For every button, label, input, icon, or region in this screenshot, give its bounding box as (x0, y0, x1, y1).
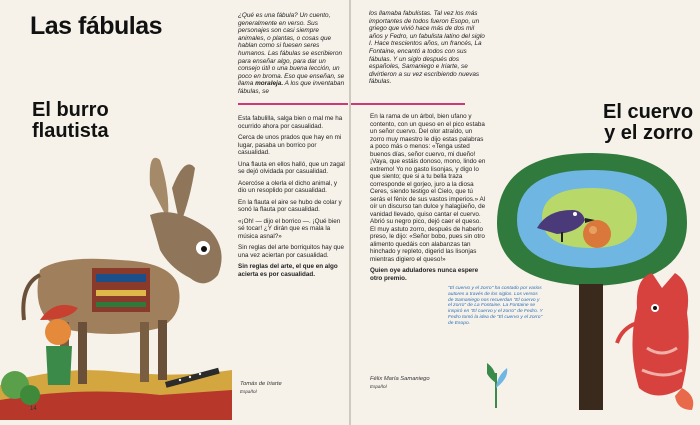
right-page (351, 0, 700, 425)
poem-stanza: Una flauta en ellos halló, que un zagal se dejó olvidada por casualidad. (238, 160, 345, 175)
intro-continuation: los llamaba fabulistas. Tal vez los más importantes de todos fueron Esopo, un griego que vivió hace más de dos mil años y Fedro, un fabulista latino del siglo I. Hace trescientos años, un francés, La Fontaine, encantó a todos con sus fábulas. Y un siglo después dos españoles, Samaniego e Iriarte, se divirtieron a su vez escribiendo nuevas fábulas. (369, 10, 485, 86)
author-country: Español (240, 389, 257, 394)
divider-rule (351, 103, 465, 105)
story-title-line: El cuervo (603, 101, 694, 123)
page-title: Las fábulas (30, 12, 163, 40)
story-title-cuervo (603, 102, 693, 144)
poem-moral: Sin reglas del arte, el que en algo acierta es por casualidad. (238, 263, 338, 278)
page-number: 14 (30, 406, 37, 412)
author-name: Tomás de Iriarte (240, 381, 282, 387)
author-name: Félix María Samaniego (370, 376, 430, 382)
divider-rule (238, 103, 348, 105)
story-title-line: flautista (32, 120, 109, 142)
poem-stanza: En la flauta el aire se hubo de colar y sonó la flauta por casualidad. (238, 198, 342, 213)
author-samaniego (370, 376, 430, 389)
poem-stanza: Acercóse a olerla el dicho animal, y dio un resoplido por casualidad. (238, 179, 338, 194)
donkey-illustration (0, 150, 232, 420)
intro-text (238, 12, 346, 96)
poem-stanza: Sin reglas del arte borriquitos hay que una vez aciertan por casualidad. (238, 244, 345, 259)
story-title-line: y el zorro (604, 122, 694, 144)
poem-stanza: Cerca de unos prados que hay en mi lugar, pasaba un borrico por casualidad. (238, 134, 342, 156)
crow-fox-illustration (487, 148, 700, 418)
fable-history-note: "El cuervo y el zorro" ha contado por varios autores a través de los siglos. Los versos de Samaniego nos recuerdan "El cuervo y el zorro" de La Fontaine. La Fontaine se inspiró en "El cuervo y el zorro" de Fedro. Y Fedro tomó la idea de "El cuervo y el zorro" de Esopo. (448, 286, 543, 326)
poem-stanza: «¡Oh! — dijo el borrico —. ¡Qué bien sé tocar! ¿Y dirán que es mala la música asnal?» (238, 217, 341, 240)
intro-paragraph: ¿Qué es una fábula? Un cuento, generalmente en verso. Sus personajes son casi siempre animales, o plantas, o cosas que hablan como si fuesen seres humanos. Las fábulas se escribieron para enseñar algo, para dar un consejo útil o una buena lección, un poco en broma. Eso que enseñan, se llama (238, 12, 345, 88)
poem-moral: Quien oye aduladores nunca espere otro premio. (370, 267, 479, 282)
intro-bold-word: moraleja. (255, 80, 284, 88)
poem-stanza: Esta fabulilla, salga bien o mal me ha ocurrido ahora por casualidad. (238, 115, 343, 130)
poem-burro (238, 115, 346, 282)
author-iriarte (240, 381, 282, 394)
author-country: Español (370, 384, 387, 389)
left-page (0, 0, 349, 425)
poem-cuervo (370, 113, 488, 286)
intro-tail: A los que inventaban fábulas, se (238, 80, 345, 95)
story-title-line: El burro (32, 99, 109, 121)
story-title-burro (32, 100, 109, 142)
poem-stanza: En la rama de un árbol, bien ufano y contento, con un queso en el pico estaba un señor cuervo. Del olor atraído, un zorro muy maestro le dijo estas palabras a poco más o menos: «Tenga usted buenos días, señor cuervo, mi dueño! ¡Vaya, que estáis donoso, mono, lindo en extremo! Yo no gasto lisonjas, y digo lo que siento; que si a tu bella traza corresponde el gorjeo, juro a la diosa Ceres, siendo testigo el Cielo, que tú serás el fénix de sus vastos imperios.» Al oír un discurso tan dulce y halagüeño, de vanidad llevado, quiso cantar el cuervo. Abrió su negro pico, dejó caer el queso. El muy astuto zorro, después de haberlo preso, le dijo: «Señor bobo, pues sin otro alimento quedáis con alabanzas tan hinchado y repleto, digerid las lisonjas mientras digiero el queso!» (370, 113, 486, 263)
